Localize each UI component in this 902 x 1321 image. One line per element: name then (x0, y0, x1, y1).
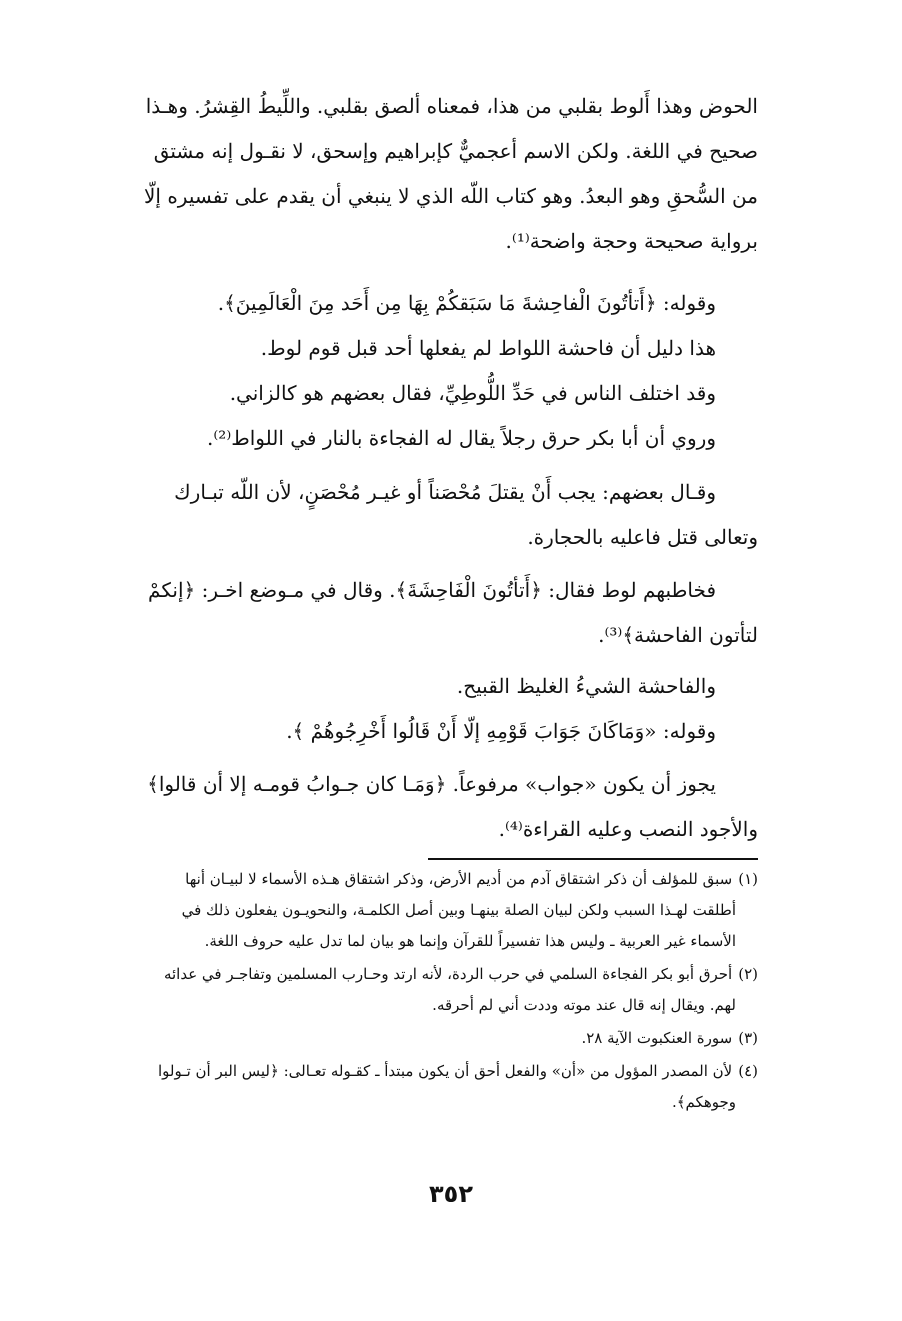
footnote-line: سبق للمؤلف أن ذكر اشتقاق آدم من أديم الأرض، وذكر اشتقاق هـذه الأسماء لا لبيـان أنها (185, 870, 733, 888)
footnote-line: وجوهكم﴾. (672, 1093, 736, 1111)
text-line: يجوز أن يكون «جواب» مرفوعاً. ﴿وَمَـا كان جـوابُ قومـه إلا أن قالوا﴾ (147, 772, 716, 796)
text-line: والفاحشة الشيءُ الغليظ القبيح. (456, 674, 716, 698)
footnote-2 (98, 959, 758, 1021)
paragraph-6 (98, 762, 758, 852)
paragraph-5 (98, 664, 758, 754)
footnote-line: الأسماء غير العربية ـ وليس هذا تفسيراً للقرآن وإنما هو بيان لما تدل عليه حروف اللغة. (204, 932, 736, 950)
paragraph-3 (98, 470, 758, 560)
footnote-4 (98, 1056, 758, 1118)
footnote-line: لهم. ويقال إنه قال عند موته وددت أني لم أحرقه. (432, 996, 736, 1014)
text-line: وقوله: «وَمَاكَانَ جَوَابَ قَوْمِهِ إلّا أَنْ قَالُوا أَخْرِجُوهُمْ ﴾. (286, 719, 716, 743)
footnote-separator (428, 858, 758, 860)
text-line: صحيح في اللغة. ولكن الاسم أعجميٌّ كإبراهيم وإسحق، لا نقـول إنه مشتق (153, 139, 758, 163)
footnote-number: (٣) (738, 1029, 758, 1047)
footnote-1 (98, 864, 758, 957)
paragraph-1 (98, 84, 758, 264)
text-line: هذا دليل أن فاحشة اللواط لم يفعلها أحد قبل قوم لوط. (260, 336, 716, 360)
footnote-line: أحرق أبو بكر الفجاءة السلمي في حرب الردة، لأنه ارتد وحـارب المسلمين وتفاجـر في عدائه (163, 965, 733, 983)
footnote-number: (٤) (738, 1062, 758, 1080)
text-line: وقـال بعضهم: يجب أَنْ يقتلَ مُحْصَناً أو غيـر مُحْصَنٍ، لأن اللّه تبـارك (174, 480, 716, 504)
page-number: ٣٥٢ (429, 1180, 473, 1208)
text-line: وقد اختلف الناس في حَدِّ اللُّوطِيِّ، فقال بعضهم هو كالزاني. (229, 381, 716, 405)
text-line: من السُّحقِ وهو البعدُ. وهو كتاب اللّه الذي لا ينبغي أن يقدم على تفسيره إلّا (144, 184, 758, 208)
footnotes (98, 864, 758, 1120)
text-line: برواية صحيحة وحجة واضحة⁽¹⁾. (505, 229, 758, 253)
footnote-line: سورة العنكبوت الآية ٢٨. (581, 1029, 733, 1047)
footnote-number: (٢) (738, 965, 758, 983)
text-line: وروي أن أبا بكر حرق رجلاً يقال له الفجاءة بالنار في اللواط⁽²⁾. (207, 426, 716, 450)
footnote-line: أطلقت لهـذا السبب ولكن لبيان الصلة بينهـا وبين أصل الكلمـة، والنحويـون يفعلون ذلك في (181, 901, 736, 919)
footnote-line: لأن المصدر المؤول من «أن» والفعل أحق أن يكون مبتدأ ـ كقـوله تعـالى: ﴿ليس البر أن تـولوا (157, 1062, 733, 1080)
text-line: لتأتون الفاحشة﴾⁽³⁾. (598, 623, 758, 647)
paragraph-2 (98, 281, 758, 461)
text-line: وتعالى قتل فاعليه بالحجارة. (527, 525, 758, 549)
text-line: وقوله: ﴿أَتأتُونَ الْفاحِشةَ مَا سَبَقكُمْ بِهَا مِن أَحَد مِنَ الْعَالَمِينَ﴾. (217, 291, 716, 315)
text-line: والأجود النصب وعليه القراءة⁽⁴⁾. (498, 817, 758, 841)
footnote-3 (98, 1023, 758, 1054)
footnote-number: (١) (738, 870, 758, 888)
text-line: فخاطبهم لوط فقال: ﴿أَتأتُونَ الْفَاحِشَةَ﴾. وقال في مـوضع اخـر: ﴿إنكمْ (148, 578, 716, 602)
paragraph-4 (98, 568, 758, 658)
text-line: الحوض وهذا أَلوط بقلبي من هذا، فمعناه ألصق بقلبي. واللِّيطُ القِشرُ. وهـذا (145, 94, 758, 118)
